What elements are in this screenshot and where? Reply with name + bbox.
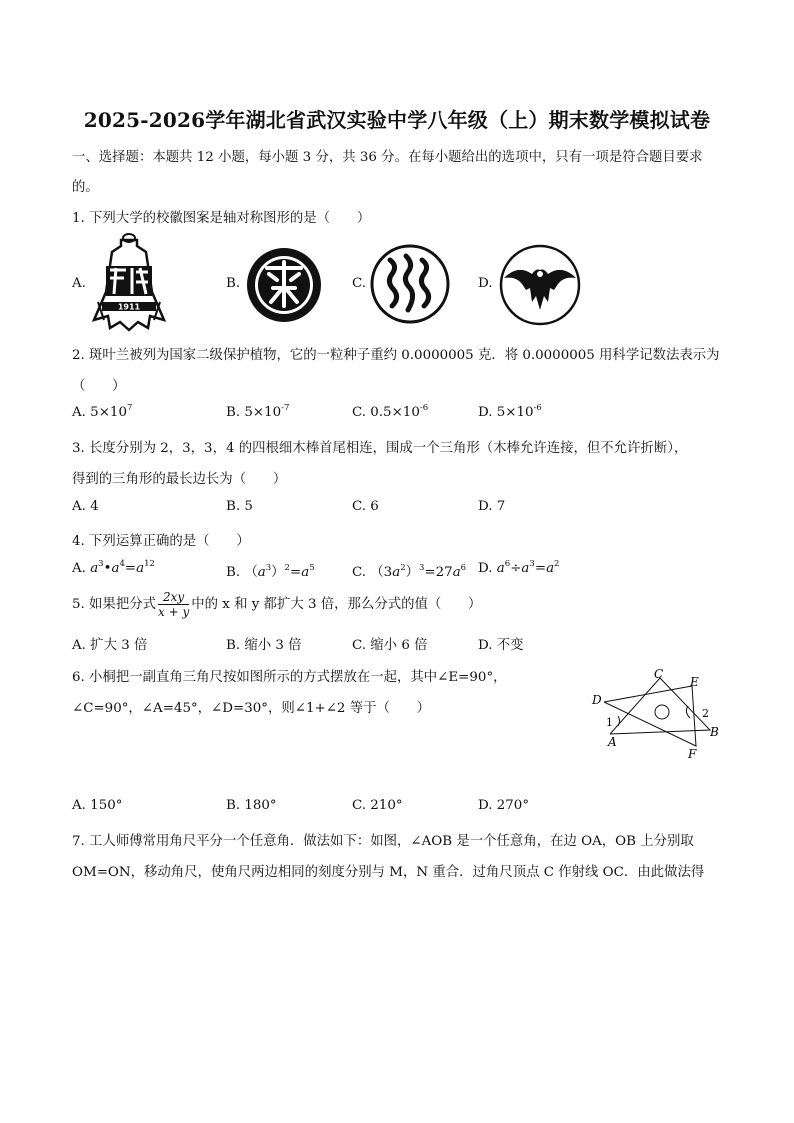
q5-option-a: A. 扩大 3 倍 [72,638,148,653]
q1-label-b: B. [226,276,241,291]
q7-stem-cont: OM=ON，移动角尺，使角尺两边相同的刻度分别与 M，N 重合．过角尺顶点 C 作射线 OC．由此做法得 [72,865,705,880]
q1-label-a: A. [72,276,86,291]
q2-option-c: C. $0.5\times 10^{-6}$ [352,403,429,420]
q3-stem: 3. 长度分别为 2，3，3，4 的四根细木棒首尾相连，围成一个三角形（木棒允许连接，但不允许折断）， [72,441,688,456]
q4-stem: 4. 下列运算正确的是（ ） [72,534,250,549]
q5-option-d: D. 不变 [478,638,524,653]
label-e: E [690,675,699,689]
q5-option-c: C. 缩小 6 倍 [352,638,428,653]
label-c: C [654,667,664,681]
q4-option-c: C. $(3a^2)^3=27a^6$ [352,563,467,580]
q6-option-d: D. 270° [478,798,530,813]
q3-option-d: D. 7 [478,499,506,514]
eagle-emblem-icon [498,244,582,326]
q7-stem: 7. 工人师傅常用角尺平分一个任意角．做法如下：如图，∠AOB 是一个任意角，在边 OA，OB 上分别取 [72,834,694,849]
q4-option-b: B. $(a^3)^2=a^5$ [226,563,315,580]
label-angle-1: 1 [606,716,613,729]
page-title: 2025-2026学年湖北省武汉实验中学八年级（上）期末数学模拟试卷 [83,108,711,132]
q2-stem-cont: （ ） [72,379,126,394]
seal-year-text: 1911 [117,302,141,312]
q3-option-c: C. 6 [352,499,379,514]
q2-option-b: B. $5\times 10^{-7}$ [226,403,290,420]
q1-stem: 1. 下列大学的校徽图案是轴对称图形的是（ ） [72,211,371,226]
q3-stem-cont: 得到的三角形的最长边长为（ ） [72,472,287,487]
bell-emblem-icon [88,232,170,332]
section-instruction-cont: 的。 [72,180,99,195]
triangle-figure [588,664,728,764]
label-angle-2: 2 [702,707,709,720]
q5-fraction: $\frac{2xy}{x + y}$ [158,590,190,619]
q6-stem: 6. 小桐把一副直角三角尺按如图所示的方式摆放在一起，其中∠E=90°， [72,670,507,685]
q1-label-d: D. [478,276,493,291]
label-b: B [710,725,719,739]
q5-option-b: B. 缩小 3 倍 [226,638,302,653]
wave-emblem-icon [370,244,450,324]
label-f: F [688,747,697,761]
q4-option-d: D. $a^6\div a^3=a^2$ [478,559,560,576]
label-d: D [592,693,602,707]
label-a: A [608,735,617,749]
q6-option-b: B. 180° [226,798,277,813]
q1-label-c: C. [352,276,367,291]
section-instruction: 一、选择题：本题共 12 小题，每小题 3 分，共 36 分。在每小题给出的选项中，只有一项是符合题目要求 [72,150,703,165]
university-seal-icon [245,246,323,324]
q6-option-c: C. 210° [352,798,403,813]
q3-option-a: A. 4 [72,499,99,514]
q6-option-a: A. 150° [72,798,123,813]
q3-option-b: B. 5 [226,499,253,514]
q2-option-a: A. $5\times 10^7$ [72,403,133,420]
q2-option-d: D. $5\times 10^{-6}$ [478,403,542,420]
q2-stem: 2. 斑叶兰被列为国家二级保护植物，它的一粒种子重约 0.0000005 克．将 0.0000005 用科学记数法表示为 [72,348,720,363]
q6-stem-cont: ∠C=90°，∠A=45°，∠D=30°，则∠1+∠2 等于（ ） [72,701,431,716]
q5-stem: 5. 如果把分式 $\frac{2xy}{x + y}$ 中的 x 和 y 都扩大 3 倍，那么分式的值（ ） [72,590,482,619]
q4-option-a: A. $a^3•a^4=a^{12}$ [72,559,155,576]
